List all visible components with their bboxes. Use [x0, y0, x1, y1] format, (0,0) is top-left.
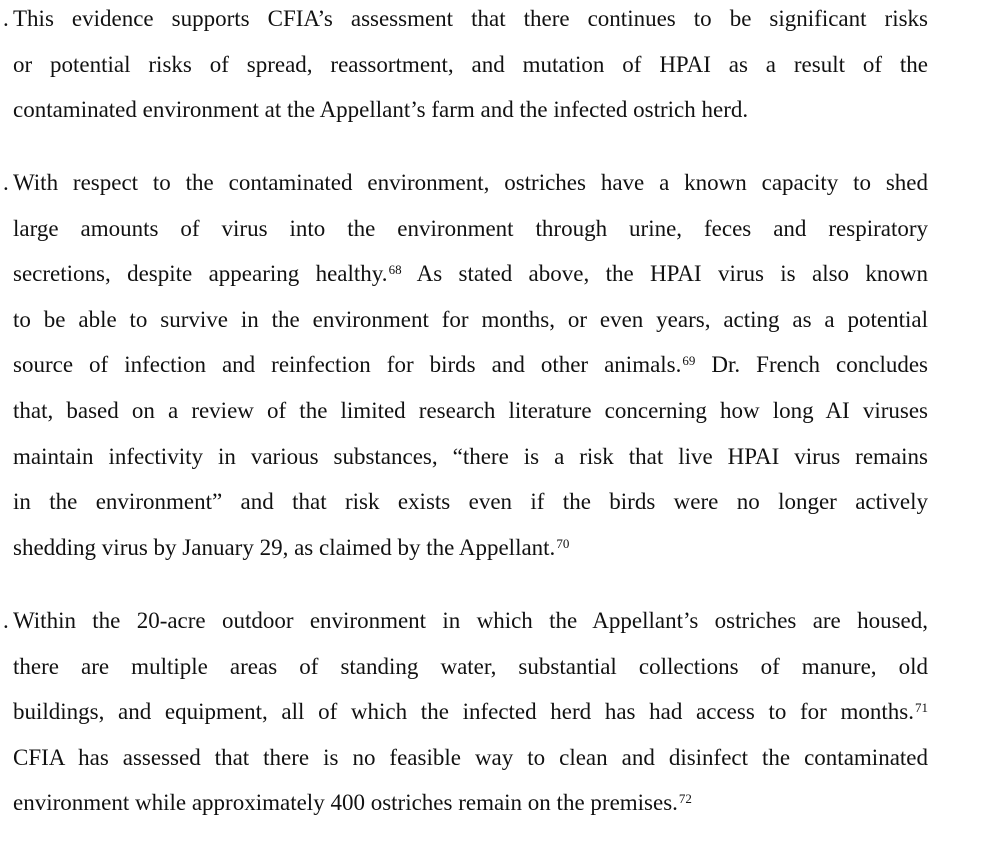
- text-line: [13, 259, 928, 305]
- line-text: to be able to survive in the environment for months, or even years, acting as a potential: [13, 306, 928, 332]
- line-text: Within the 20-acre outdoor environment in which the Appellant’s ostriches are housed,: [13, 608, 928, 633]
- text-line: [13, 652, 928, 698]
- line-text: CFIA has assessed that there is no feasible way to clean and disinfect the contaminated: [13, 744, 928, 770]
- text-line: [13, 442, 928, 488]
- footnote-reference[interactable]: 68: [388, 262, 402, 278]
- text-line: [13, 697, 928, 743]
- text-line: [3, 168, 928, 214]
- footnote-reference[interactable]: 70: [556, 535, 570, 551]
- line-text: or potential risks of spread, reassortment, and mutation of HPAI as a result of the: [13, 51, 928, 77]
- line-text: secretions, despite appearing healthy.: [13, 261, 388, 287]
- line-text: environment while approximately 400 ostriches remain on the premises.: [13, 790, 678, 816]
- footnote-reference[interactable]: 71: [915, 700, 928, 716]
- line-text: there are multiple areas of standing water, substantial collections of manure, old: [13, 653, 928, 679]
- paragraph-number-marker: .: [3, 608, 9, 633]
- text-line: [13, 396, 928, 442]
- text-line: [13, 788, 928, 834]
- line-text: With respect to the contaminated environment, ostriches have a known capacity to shed: [13, 170, 928, 195]
- line-text: source of infection and reinfection for birds and other animals.: [13, 352, 682, 378]
- paragraph-number-marker: .: [3, 6, 9, 31]
- text-line: [13, 95, 928, 141]
- line-text: buildings, and equipment, all of which the infected herd has had access to for months.: [13, 699, 914, 725]
- line-text: large amounts of virus into the environment through urine, feces and respiratory: [13, 215, 928, 241]
- text-line: [13, 350, 928, 396]
- line-text: in the environment” and that risk exists even if the birds were no longer actively: [13, 489, 928, 515]
- text-line: [13, 487, 928, 533]
- line-text: that, based on a review of the limited research literature concerning how long AI viruses: [13, 398, 928, 423]
- footnote-reference[interactable]: 69: [682, 353, 696, 369]
- text-line: [13, 214, 928, 260]
- line-text: Dr. French concludes: [695, 352, 928, 378]
- line-text: shedding virus by January 29, as claimed by the Appellant.: [13, 534, 556, 560]
- text-line: [13, 50, 928, 96]
- text-line: [3, 606, 928, 652]
- text-line: [13, 533, 928, 579]
- line-text: maintain infectivity in various substances, “there is a risk that live HPAI virus remains: [13, 443, 928, 469]
- line-text: This evidence supports CFIA’s assessment that there continues to be significant risks: [13, 6, 928, 31]
- line-text: As stated above, the HPAI virus is also known: [401, 261, 929, 287]
- paragraph-number-marker: .: [3, 170, 9, 195]
- text-line: [13, 305, 928, 351]
- line-text: contaminated environment at the Appellant’s farm and the infected ostrich herd.: [13, 97, 749, 123]
- text-line: [3, 4, 928, 50]
- footnote-reference[interactable]: 72: [678, 791, 692, 807]
- text-line: [13, 743, 928, 789]
